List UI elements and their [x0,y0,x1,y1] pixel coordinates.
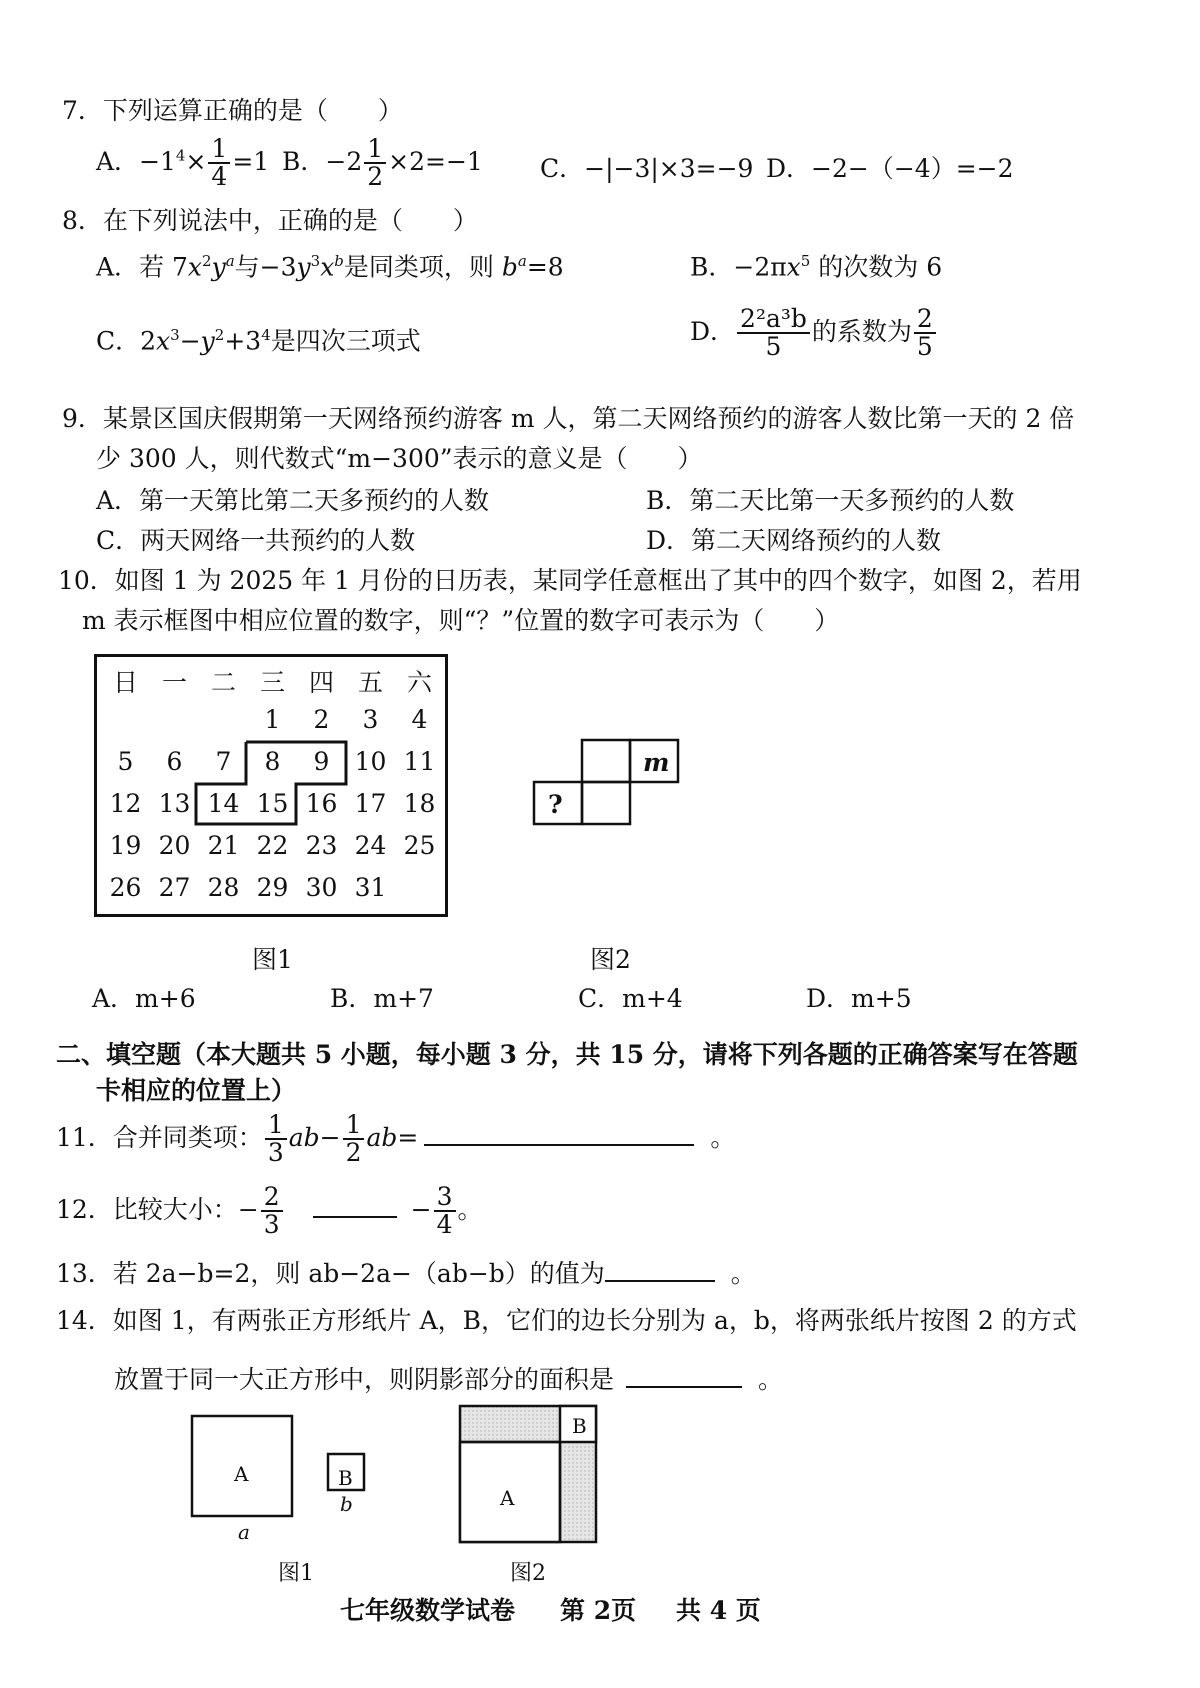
calendar-weekday-header: 一 [161,668,187,697]
q9-line2: 少 300 人，则代数式“m−300”表示的意义是（ ） [96,444,703,473]
q10-fig2-caption: 图2 [590,945,631,974]
calendar-day-cell: 2 [313,705,330,734]
q14-figure1 [180,1408,420,1548]
q9-option-a: A．第一天第比第二天多预约的人数 [96,486,490,515]
q14-fig1-caption: 图1 [278,1561,314,1586]
q10-option-c: C．m+4 [578,984,683,1013]
q14-fig2-caption: 图2 [510,1561,546,1586]
q10-option-a: A．m+6 [92,984,196,1013]
calendar-day-cell: 7 [215,747,232,776]
calendar-day-cell: 6 [166,747,183,776]
q10-option-b: B．m+7 [330,984,434,1013]
q10-option-d: D．m+5 [806,984,912,1013]
calendar-day-cell: 21 [207,831,240,860]
calendar-weekday-header: 六 [406,668,432,697]
q14-fig1-square-b-label: B [338,1466,353,1490]
q8-option-c: C．$2x^3-y^2+3^4$是四次三项式 [96,326,421,356]
figure2-m: m [643,748,670,777]
calendar-day-cell: 18 [403,789,436,818]
q8-option-b: B．$-2\pi x^5$ 的次数为 6 [690,252,943,282]
calendar-day-cell: 11 [403,747,436,776]
q8-option-a: A．若 $7x^2y^a$与$-3y^3x^b$是同类项，则 $b^a=8$ [96,252,564,282]
q12: 12．比较大小：− $\frac{2}{3}$ − $\frac{3}{4}$ 。 [56,1182,483,1240]
calendar-day-cell: 27 [158,873,191,902]
q9-option-d: D．第二天网络预约的人数 [646,526,942,555]
footer-page: 第 2页 [560,1596,637,1625]
footer-total: 共 4 页 [676,1596,761,1625]
q14-fig1-square-a-label: A [234,1462,249,1486]
calendar-day-cell: 17 [354,789,387,818]
q8-stem: 8．在下列说法中，正确的是（ ） [62,206,478,235]
calendar-day-cell: 23 [305,831,338,860]
q7-option-c: C．−|−3|×3=−9 [540,154,754,183]
calendar-day-cell: 24 [354,831,387,860]
calendar-day-cell: 15 [256,789,289,818]
calendar-day-cell: 10 [354,747,387,776]
calendar-day-cell: 25 [403,831,436,860]
q14-fig2-square-b-label: B [572,1414,587,1438]
calendar-day-cell: 3 [362,705,379,734]
calendar-weekday-header: 二 [210,668,236,697]
q13-answer-blank [605,1258,715,1282]
calendar-day-cell: 12 [109,789,142,818]
calendar-day-cell: 8 [264,747,281,776]
q10-fig1-caption: 图1 [252,945,293,974]
calendar-day-cell: 31 [354,873,387,902]
calendar-figure [94,654,448,917]
calendar-day-cell: 28 [207,873,240,902]
calendar-day-cell: 19 [109,831,142,860]
calendar-weekday-header: 五 [357,668,383,697]
footer-title: 七年级数学试卷 [340,1596,516,1625]
calendar-day-cell: 16 [305,789,338,818]
calendar-day-cell: 1 [264,705,281,734]
q13: 13．若 2a−b=2，则 ab−2a−（ab−b）的值为 。 [56,1259,756,1288]
calendar-day-cell: 14 [207,789,240,818]
calendar-day-cell: 4 [411,705,428,734]
q8-option-d: D． $\frac{\text{2²a³b}}{5}$ 的系数为 $\frac{2}{5}$ [690,306,938,361]
q14-answer-blank [626,1364,742,1388]
q14-line2: 放置于同一大正方形中，则阴影部分的面积是 。 [114,1365,784,1394]
calendar-day-cell: 9 [313,747,330,776]
q9-line1: 9．某景区国庆假期第一天网络预约游客 m 人，第二天网络预约的游客人数比第一天的 2 倍 [62,404,1075,433]
calendar-day-cell: 13 [158,789,191,818]
q10-line2: m 表示框图中相应位置的数字，则“？”位置的数字可表示为（ ） [82,606,840,635]
section2-heading-line2: 卡相应的位置上） [96,1076,297,1105]
calendar-day-cell: 26 [109,873,142,902]
calendar-day-cell: 5 [117,747,134,776]
section2-heading-line1: 二、填空题（本大题共 5 小题，每小题 3 分，共 15 分，请将下列各题的正确答案写在答题 [56,1040,1078,1069]
q14-fig1-side-b: b [340,1492,353,1516]
q9-option-c: C．两天网络一共预约的人数 [96,526,416,555]
calendar-day-cell: 29 [256,873,289,902]
calendar-day-cell: 30 [305,873,338,902]
q7-option-d: D．−2−（−4）=−2 [766,154,1014,183]
calendar-weekday-header: 四 [308,668,334,697]
q14-fig1-side-a: a [238,1520,250,1544]
q7-option-b: B．−2 $\frac{1}{2}$ ×2=−1 [282,134,483,192]
q14-fig2-square-a-label: A [500,1486,515,1510]
q12-answer-blank [313,1194,397,1218]
q11-answer-blank [424,1122,694,1146]
q7-stem: 7．下列运算正确的是（ ） [62,96,403,125]
q7-option-a: A．$-1^4\times$ $\frac{1}{4}$ =1 [96,134,270,192]
q11: 11．合并同类项： $\frac{1}{3}$ ab− $\frac{1}{2}$ ab= 。 [56,1110,736,1168]
calendar-day-cell: 22 [256,831,289,860]
q9-option-b: B．第二天比第一天多预约的人数 [646,486,1015,515]
calendar-day-cell: 20 [158,831,191,860]
calendar-weekday-header: 日 [112,668,138,697]
calendar-weekday-header: 三 [259,668,285,697]
q14-line1: 14．如图 1，有两张正方形纸片 A，B，它们的边长分别为 a，b，将两张纸片按图 2 的方式 [56,1306,1077,1335]
q10-line1: 10．如图 1 为 2025 年 1 月份的日历表，某同学任意框出了其中的四个数字，如图 2，若用 [58,566,1082,595]
figure2-question: ? [548,790,563,819]
